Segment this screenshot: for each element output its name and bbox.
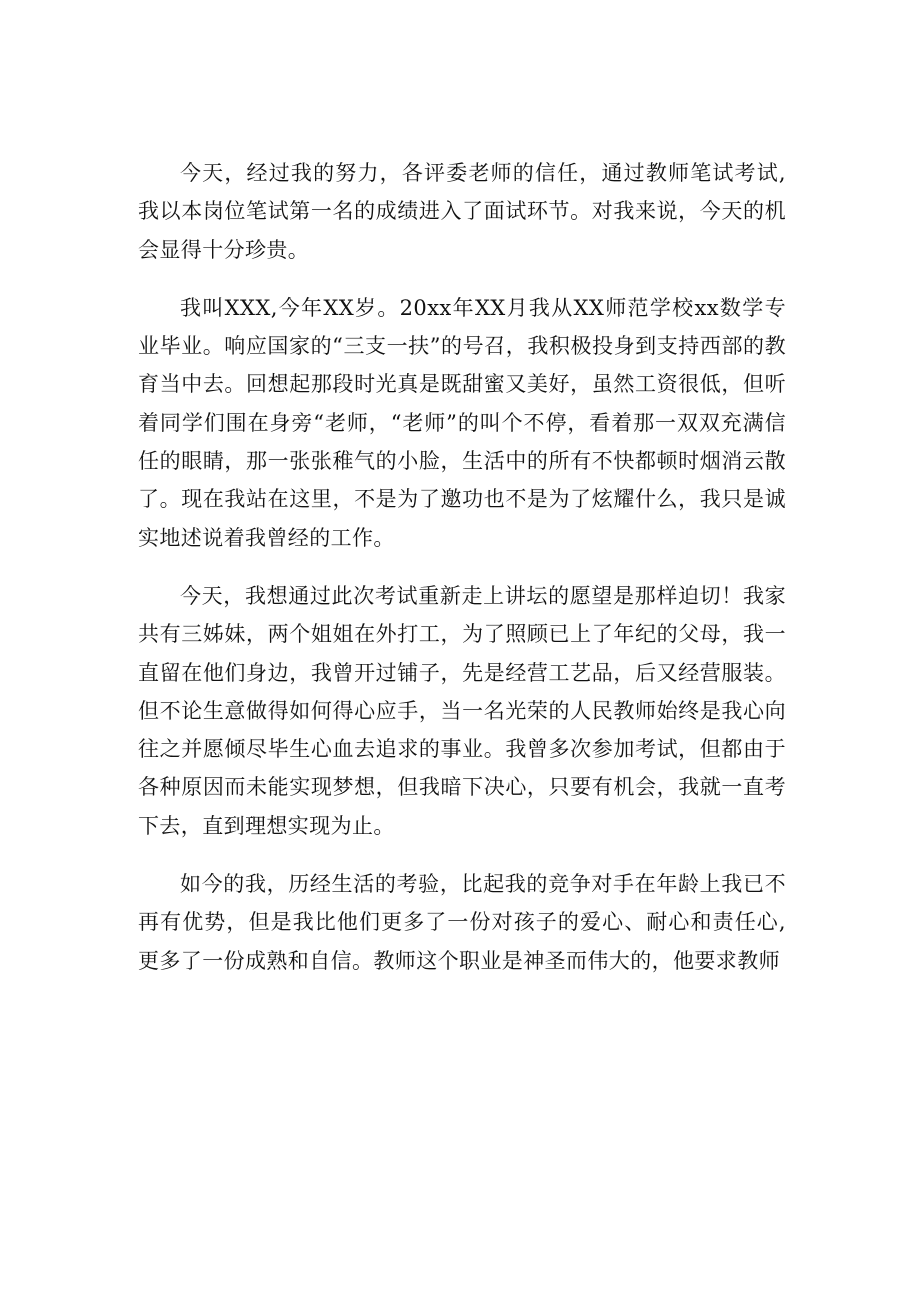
- paragraph-3: 今天，我想通过此次考试重新走上讲坛的愿望是那样迫切！我家共有三姊妹，两个姐姐在外打工，为了照顾已上了年纪的父母，我一直留在他们身边，我曾开过铺子，先是经营工艺品，后又经营服装。但不论生意做得如何得心应手，当一名光荣的人民教师始终是我心向往之并愿倾尽毕生心血去追求的事业。我曾多次参加考试，但都由于各种原因而未能实现梦想，但我暗下决心，只要有机会，我就一直考下去，直到理想实现为止。: [138, 583, 786, 838]
- paragraph-2: 我叫XXX,今年XX岁。20xx年XX月我从XX师范学校xx数学专业毕业。响应国家的“三支一扶”的号召，我积极投身到支持西部的教育当中去。回想起那段时光真是既甜蜜又美好，虽然工资很低，但听着同学们围在身旁“老师，“老师”的叫个不停，看着那一双双充满信任的眼睛，那一张张稚气的小脸，生活中的所有不快都顿时烟消云散了。现在我站在这里，不是为了邀功也不是为了炫耀什么，我只是诚实地述说着我曾经的工作。: [138, 295, 786, 550]
- paragraph-4: 如今的我，历经生活的考验，比起我的竞争对手在年龄上我已不再有优势，但是我比他们更多了一份对孩子的爱心、耐心和责任心,更多了一份成熟和自信。教师这个职业是神圣而伟大的，他要求教师: [138, 872, 786, 973]
- document-body: [138, 154, 786, 1000]
- paragraph-1: 今天，经过我的努力，各评委老师的信任，通过教师笔试考试,我以本岗位笔试第一名的成绩进入了面试环节。对我来说，今天的机会显得十分珍贵。: [138, 161, 786, 262]
